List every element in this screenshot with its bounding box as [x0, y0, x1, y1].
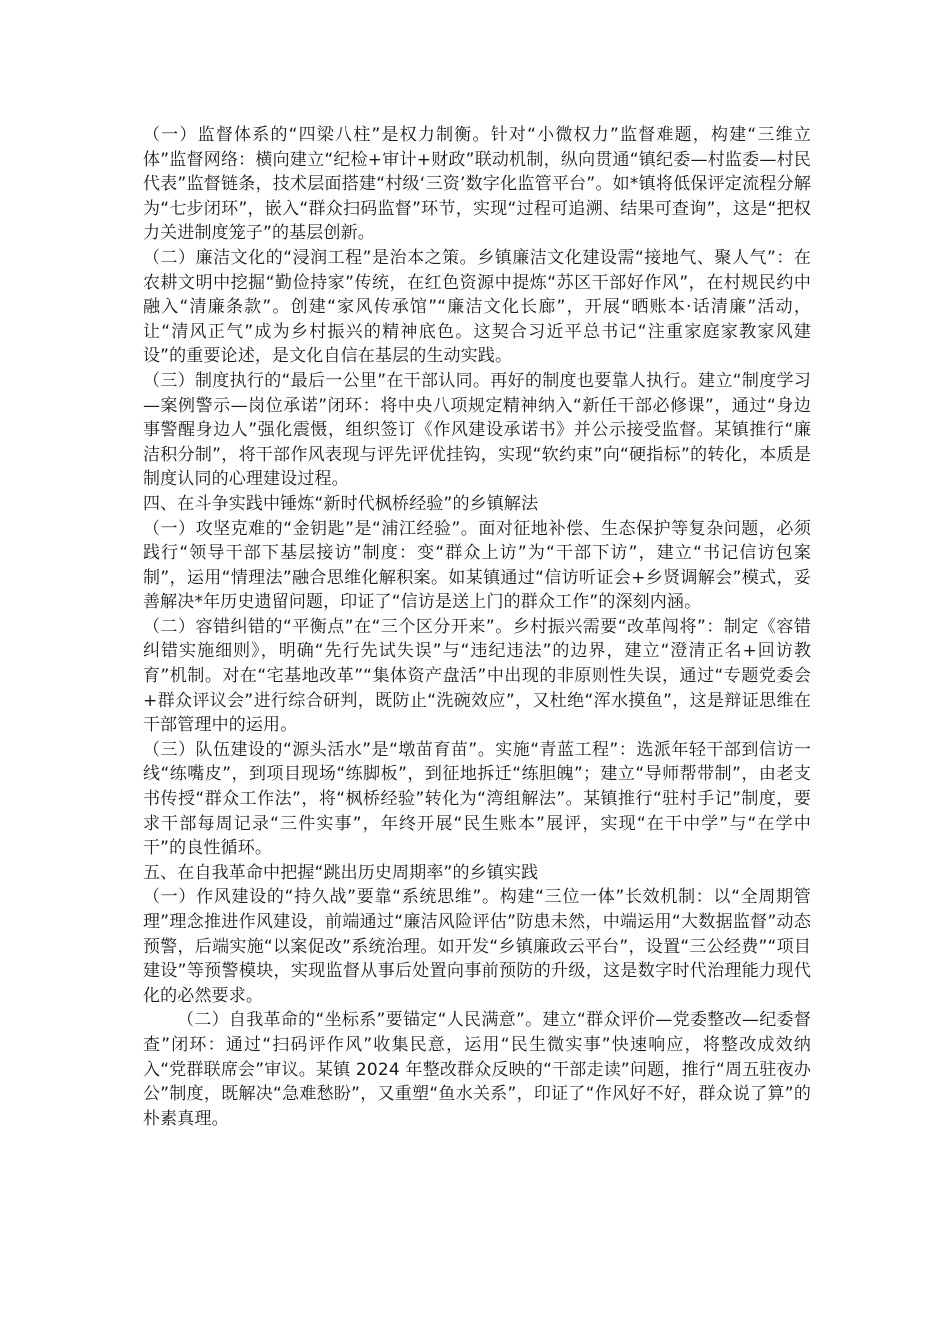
- paragraph-self-revolution: （二）自我革命的“坐标系”要锚定“人民满意”。建立“群众评价—党委整改—纪委督查”闭环：通过“扫码评作风”收集民意，运用“民生微实事”快速响应，将整改成效纳入“党群联席会”审议。某镇 2024 年整改群众反映的“干部走读”问题，推行“周五驻夜办公”制度，既解决“急难愁盼”，又重塑“鱼水关系”，印证了“作风好不好，群众说了算”的朴素真理。: [143, 1010, 811, 1129]
- section-heading-four: 四、在斗争实践中锤炼“新时代枫桥经验”的乡镇解法: [143, 493, 539, 514]
- section-heading-five: 五、在自我革命中把握“跳出历史周期率”的乡镇实践: [143, 862, 539, 883]
- paragraph-system-execution: （三）制度执行的“最后一公里”在干部认同。再好的制度也要靠人执行。建立“制度学习—案例警示—岗位承诺”闭环：将中央八项规定精神纳入“新任干部必修课”，通过“身边事警醒身边人”强化震慑，组织签订《作风建设承诺书》并公示接受监督。某镇推行“廉洁积分制”，将干部作风表现与评先评优挂钩，实现“软约束”向“硬指标”的转化，本质是制度认同的心理建设过程。: [143, 370, 811, 490]
- paragraph-clean-culture: （二）廉洁文化的“浸润工程”是治本之策。乡镇廉洁文化建设需“接地气、聚人气”：在农耕文明中挖掘“勤俭持家”传统，在红色资源中提炼“苏区干部好作风”，在村规民约中融入“清廉条款”。创建“家风传承馆”“廉洁文化长廊”，开展“晒账本·话清廉”活动，让“清风正气”成为乡村振兴的精神底色。这契合习近平总书记“注重家庭家教家风建设”的重要论述，是文化自信在基层的生动实践。: [143, 247, 811, 367]
- paragraph-work-style: （一）作风建设的“持久战”要靠“系统思维”。构建“三位一体”长效机制：以“全周期管理”理念推进作风建设，前端通过“廉洁风险评估”防患未然，中端运用“大数据监督”动态预警，后端实施“以案促改”系统治理。如开发“乡镇廉政云平台”，设置“三公经费”“项目建设”等预警模块，实现监督从事后处置向事前预防的升级，这是数字时代治理能力现代化的必然要求。: [143, 887, 811, 1006]
- paragraph-supervision-system: （一）监督体系的“四梁八柱”是权力制衡。针对“小微权力”监督难题，构建“三维立体”监督网络：横向建立“纪检+审计+财政”联动机制，纵向贯通“镇纪委—村监委—村民代表”监督链条，技术层面搭建“村级‘三资’数字化监管平台”。如*镇将低保评定流程分解为“七步闭环”，嵌入“群众扫码监督”环节，实现“过程可追溯、结果可查询”，这是“把权力关进制度笼子”的基层创新。: [143, 125, 811, 244]
- paragraph-team-building: （三）队伍建设的“源头活水”是“墩苗育苗”。实施“青蓝工程”：选派年轻干部到信访一线“练嘴皮”，到项目现场“练脚板”，到征地拆迁“练胆魄”；建立“导师帮带制”，由老支书传授“群众工作法”，将“枫桥经验”转化为“湾组解法”。某镇推行“驻村手记”制度，要求干部每周记录“三件实事”，年终开展“民生账本”展评，实现“在干中学”与“在学中干”的良性循环。: [143, 739, 811, 859]
- paragraph-error-tolerance: （二）容错纠错的“平衡点”在“三个区分开来”。乡村振兴需要“改革闯将”：制定《容错纠错实施细则》，明确“先行先试失误”与“违纪违法”的边界，建立“澄清正名+回访教育”机制。对在“宅基地改革”“集体资产盘活”中出现的非原则性失误，通过“专题党委会+群众评议会”进行综合研判，既防止“洗碗效应”，又杜绝“浑水摸鱼”，这是辩证思维在干部管理中的运用。: [143, 616, 811, 736]
- document-body: [143, 123, 811, 1131]
- paragraph-pujiang-experience: （一）攻坚克难的“金钥匙”是“浦江经验”。面对征地补偿、生态保护等复杂问题，必须践行“领导干部下基层接访”制度：变“群众上访”为“干部下访”，建立“书记信访包案制”，运用“情理法”融合思维化解积案。如某镇通过“信访听证会+乡贤调解会”模式，妥善解决*年历史遗留问题，印证了“信访是送上门的群众工作”的深刻内涵。: [143, 518, 811, 613]
